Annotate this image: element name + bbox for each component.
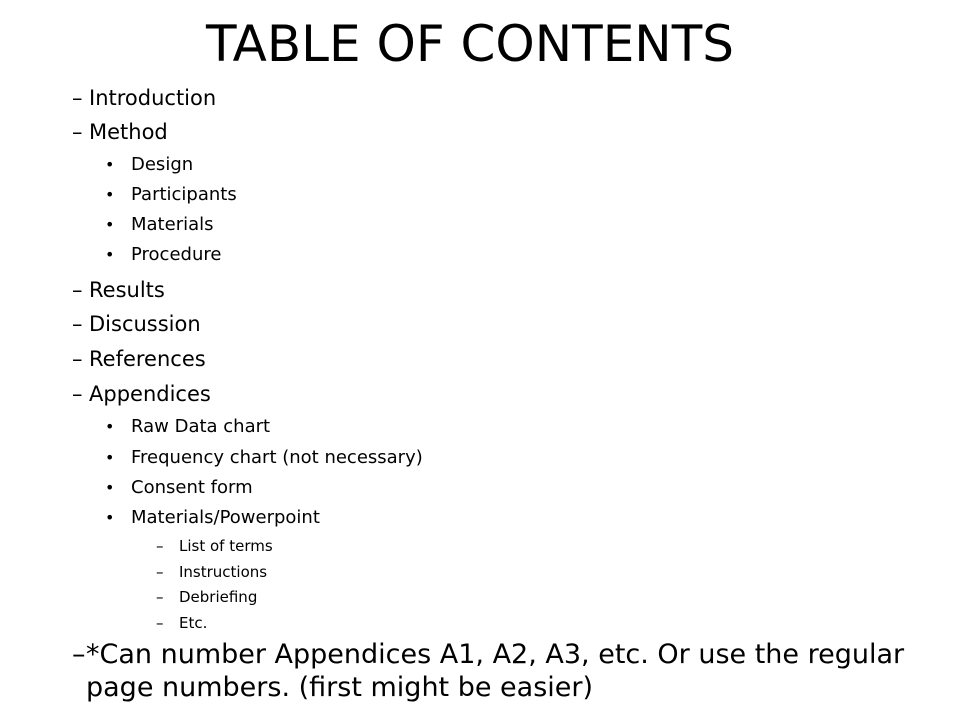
toc-item-label: Results — [89, 278, 165, 302]
toc-subsubitem-label: Instructions — [179, 563, 268, 581]
dash-marker: – — [72, 382, 83, 406]
toc-subitem-label: Materials — [131, 214, 214, 235]
note-text: *Can number Appendices A1, A2, A3, etc. Or use the regular page numbers. (first might be easier) — [86, 639, 905, 703]
toc-subsubitem-label: List of terms — [179, 537, 273, 555]
bullet-marker: • — [105, 478, 115, 497]
toc-subitem-label: Participants — [131, 184, 237, 205]
toc-item-label: Method — [89, 120, 168, 144]
dash-marker: – — [156, 614, 164, 632]
toc-item-label: Discussion — [89, 312, 201, 336]
toc-item-label: Introduction — [89, 86, 217, 110]
toc-subsubitem-label: Etc. — [179, 614, 208, 632]
toc-item-label: References — [89, 347, 206, 371]
bullet-marker: • — [105, 245, 115, 264]
dash-marker: – — [72, 347, 83, 371]
dash-marker: – — [72, 639, 86, 670]
toc-subsubitem-label: Debriefing — [179, 588, 258, 606]
dash-marker: – — [156, 537, 164, 555]
bullet-marker: • — [105, 508, 115, 527]
dash-marker: – — [156, 588, 164, 606]
toc-subitem-label: Consent form — [131, 477, 253, 498]
dash-marker: – — [72, 120, 83, 144]
toc-item-label: Appendices — [89, 382, 211, 406]
toc-subitem-label: Design — [131, 154, 194, 175]
dash-marker: – — [72, 278, 83, 302]
bullet-marker: • — [105, 155, 115, 174]
toc-subitem-label: Materials/Powerpoint — [131, 507, 320, 528]
bullet-marker: • — [105, 417, 115, 436]
toc-subitem-label: Raw Data chart — [131, 416, 271, 437]
slide-title: TABLE OF CONTENTS — [205, 15, 734, 73]
bullet-marker: • — [105, 215, 115, 234]
bullet-marker: • — [105, 448, 115, 467]
toc-subitem-label: Frequency chart (not necessary) — [131, 447, 423, 468]
dash-marker: – — [156, 563, 164, 581]
bullet-marker: • — [105, 185, 115, 204]
dash-marker: – — [72, 312, 83, 336]
dash-marker: – — [72, 86, 83, 110]
toc-subitem-label: Procedure — [131, 244, 222, 265]
